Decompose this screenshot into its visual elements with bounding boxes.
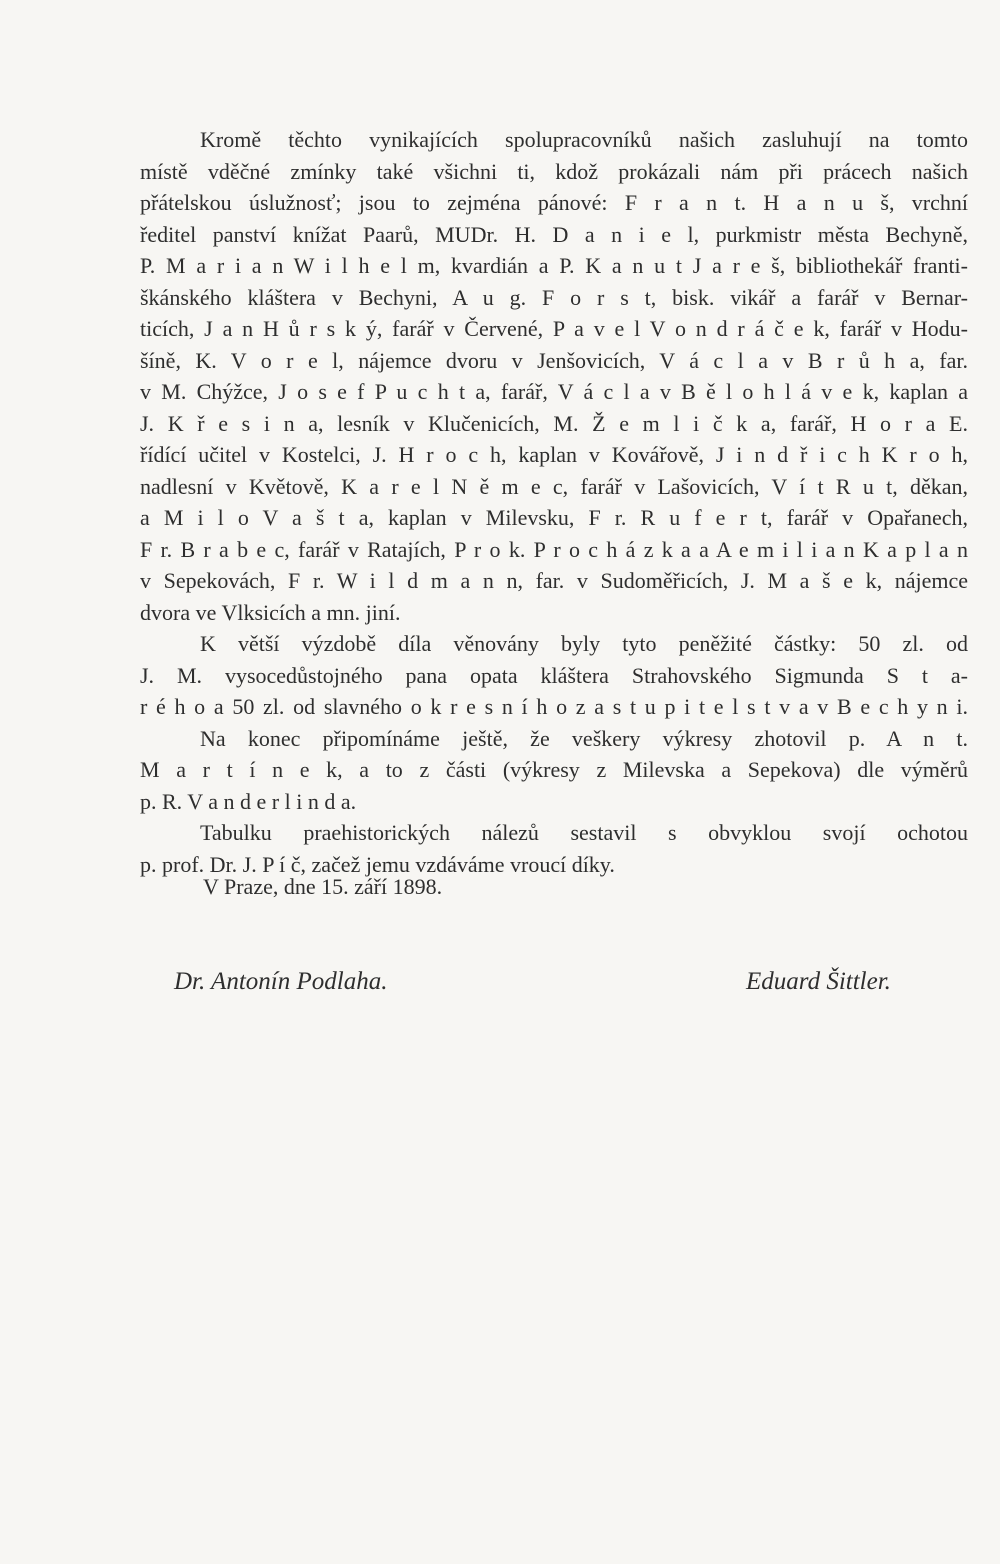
text-line: M a r t í n e k, a to z části (výkresy z Milevska a Sepekova) dle výměrů <box>140 757 968 782</box>
text-line: a M i l o V a š t a, kaplan v Milevsku, F r. R u f e r t, farář v Opařanech, <box>140 505 968 530</box>
text-line: šíně, K. V o r e l, nájemce dvoru v Jenšovicích, V á c l a v B r ů h a, far. <box>140 347 968 373</box>
paragraph-drawings <box>140 723 968 818</box>
text-line: K větší výzdobě díla věnovány byly tyto peněžité částky: 50 zl. od <box>200 631 968 656</box>
text-line: přátelskou úslužnosť; jsou to zejména pánové: F r a n t. H a n u š, vrchní <box>140 190 968 215</box>
text-line: škánského kláštera v Bechyni, A u g. F o r s t, bisk. vikář a farář v Bernar- <box>140 284 968 310</box>
text-line: řídící učitel v Kostelci, J. H r o c h, kaplan v Kovářově, J i n d ř i c h K r o h, <box>140 442 968 467</box>
text-line: místě vděčné zmínky také všichni ti, kdož prokázali nám při prácech našich <box>140 158 968 184</box>
text-line: Na konec připomínáme ještě, že veškery výkresy zhotovil p. A n t. <box>200 725 968 751</box>
paragraph-table <box>140 817 968 880</box>
text-line: v M. Chýžce, J o s e f P u c h t a, farář, V á c l a v B ě l o h l á v e k, kaplan a <box>140 379 968 404</box>
text-line: p. R. V a n d e r l i n d a. <box>140 788 357 814</box>
paragraph-donations <box>140 628 968 723</box>
text-line: Kromě těchto vynikajících spolupracovníků našich zasluhují na tomto <box>200 127 968 152</box>
text-line: J. K ř e s i n a, lesník v Klučenicích, M. Ž e m l i č k a, farář, H o r a E. <box>140 410 968 436</box>
signature-sittler: Eduard Šittler. <box>746 968 891 995</box>
date-line: V Praze, dne 15. září 1898. <box>203 874 443 899</box>
text-line: r é h o a 50 zl. od slavného o k r e s n í h o z a s t u p i t e l s t v a v B e c h y n i. <box>140 694 968 719</box>
text-line: J. M. vysocedůstojného pana opata kláštera Strahovského Sigmunda S t a- <box>140 662 968 688</box>
text-line: nadlesní v Květově, K a r e l N ě m e c, farář v Lašovicích, V í t R u t, děkan, <box>140 473 968 499</box>
text-line: Tabulku praehistorických nálezů sestavil s obvyklou svojí ochotou <box>200 820 968 845</box>
signature-podlaha: Dr. Antonín Podlaha. <box>174 968 388 995</box>
text-line: P. M a r i a n W i l h e l m, kvardián a P. K a n u t J a r e š, bibliothekář franti- <box>140 253 968 278</box>
text-line: ticích, J a n H ů r s k ý, farář v Červené, P a v e l V o n d r á č e k, farář v Hodu- <box>140 316 968 341</box>
document-body <box>140 124 968 880</box>
paragraph-acknowledgements <box>140 124 968 628</box>
text-line: dvora ve Vlksicích a mn. jiní. <box>140 599 401 625</box>
text-line: ředitel panství knížat Paarů, MUDr. H. D a n i e l, purkmistr města Bechyně, <box>140 221 968 247</box>
text-line: F r. B r a b e c, farář v Ratajích, P r o k. P r o c h á z k a a A e m i l i a n K a p l a n <box>140 536 968 562</box>
text-line: v Sepekovách, F r. W i l d m a n n, far. v Sudoměřicích, J. M a š e k, nájemce <box>140 568 968 593</box>
text-line: p. prof. Dr. J. P í č, začež jemu vzdáváme vroucí díky. <box>140 851 615 877</box>
